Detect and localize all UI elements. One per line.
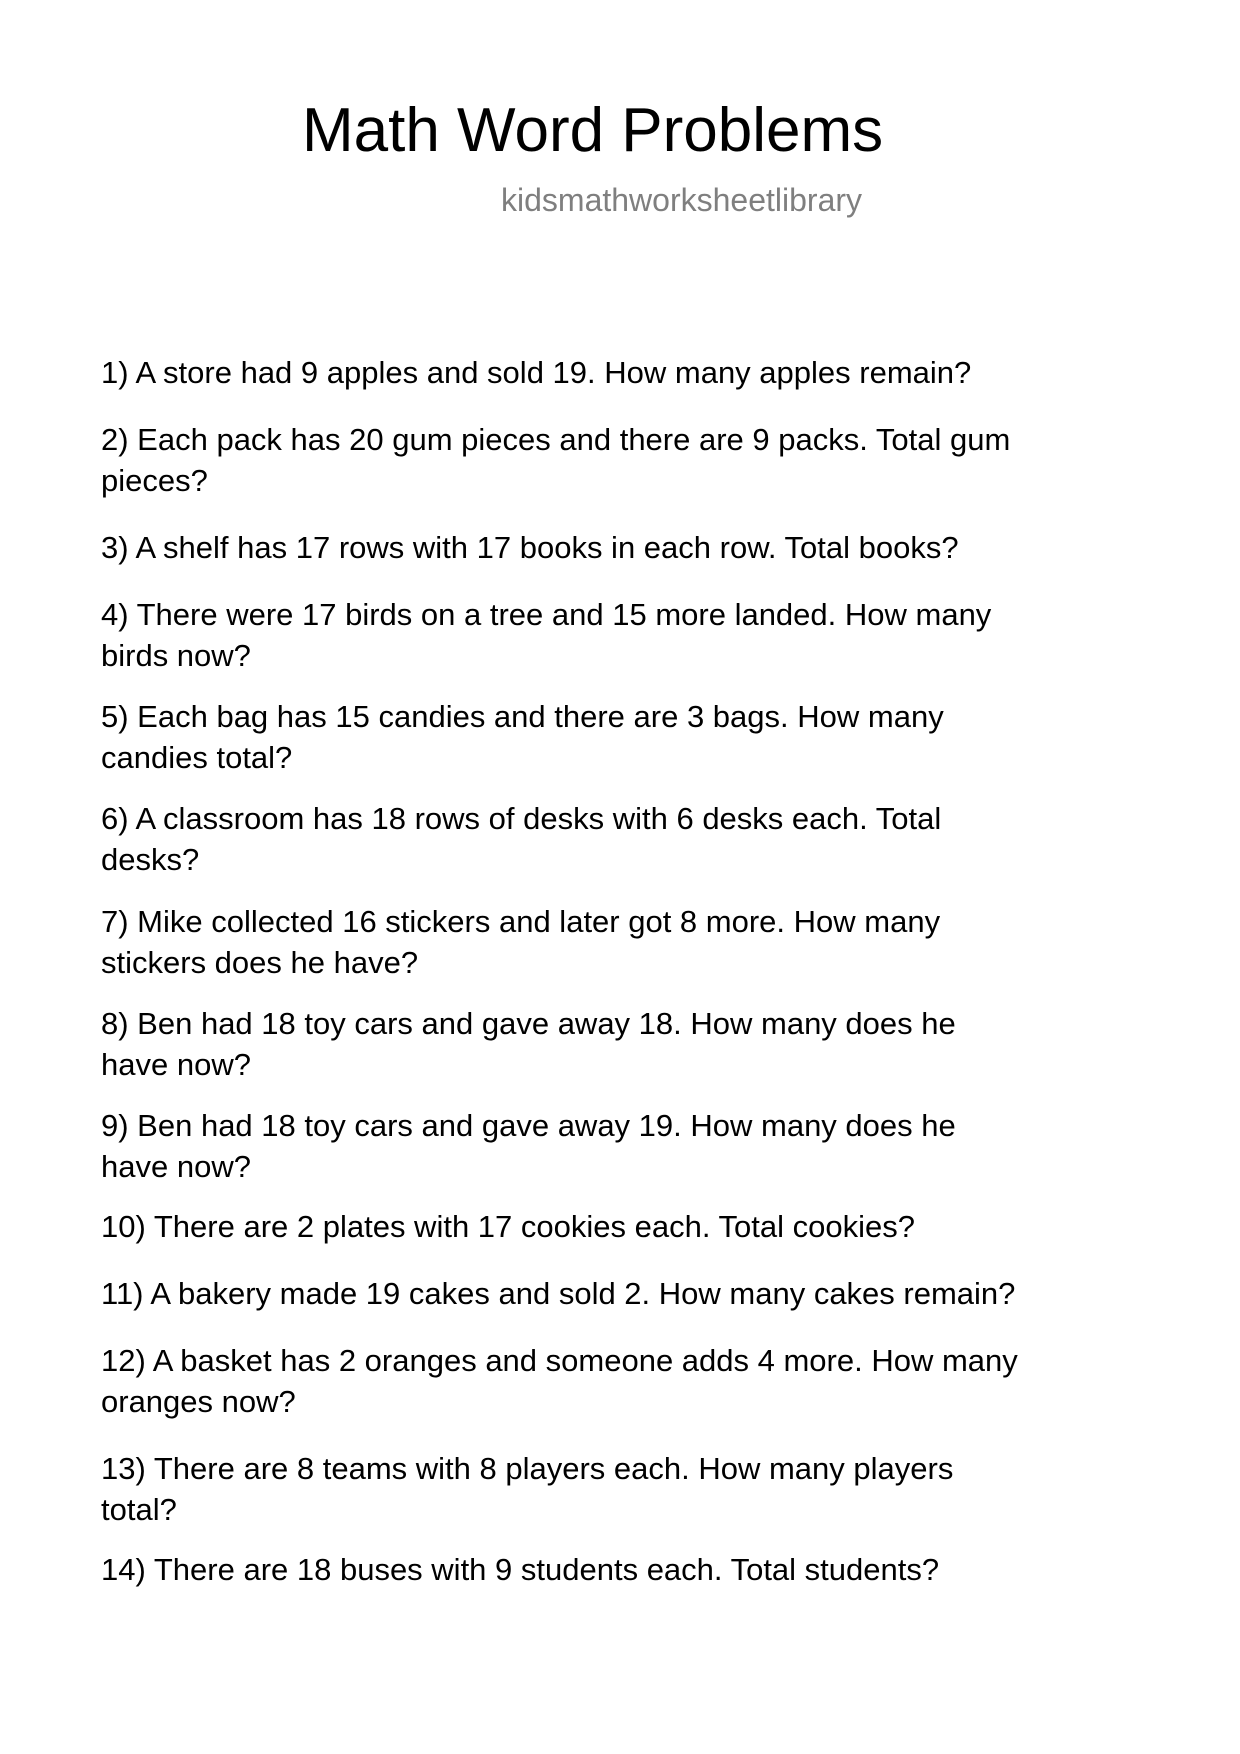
problem-item bbox=[101, 1105, 956, 1187]
problem-item bbox=[101, 1448, 953, 1530]
problem-line: birds now? bbox=[101, 638, 251, 673]
problem-line: 3) A shelf has 17 rows with 17 books in each row. Total books? bbox=[101, 530, 959, 565]
problem-item bbox=[101, 1273, 1015, 1314]
problem-item bbox=[101, 419, 1010, 501]
site-credit: kidsmathworksheetlibrary bbox=[501, 182, 863, 218]
problem-line: 12) A basket has 2 oranges and someone adds 4 more. How many bbox=[101, 1343, 1018, 1378]
problem-item bbox=[101, 594, 991, 676]
problem-line: 14) There are 18 buses with 9 students each. Total students? bbox=[101, 1552, 940, 1587]
problem-line: have now? bbox=[101, 1149, 251, 1184]
problem-line: desks? bbox=[101, 842, 200, 877]
problem-line: pieces? bbox=[101, 463, 208, 498]
problem-line: stickers does he have? bbox=[101, 945, 419, 980]
problem-item bbox=[101, 352, 971, 393]
problem-line: 1) A store had 9 apples and sold 19. How many apples remain? bbox=[101, 355, 972, 390]
problem-item bbox=[101, 1340, 1018, 1422]
problem-line: 5) Each bag has 15 candies and there are 3 bags. How many bbox=[101, 699, 944, 734]
problem-line: 7) Mike collected 16 stickers and later got 8 more. How many bbox=[101, 904, 941, 939]
problem-item bbox=[101, 798, 941, 880]
problem-line: oranges now? bbox=[101, 1384, 296, 1419]
problem-line: have now? bbox=[101, 1047, 251, 1082]
problem-line: 9) Ben had 18 toy cars and gave away 19. How many does he bbox=[101, 1108, 956, 1143]
problem-item bbox=[101, 1549, 939, 1590]
problem-item bbox=[101, 527, 959, 568]
problem-item bbox=[101, 901, 940, 983]
problem-line: 13) There are 8 teams with 8 players each. How many players bbox=[101, 1451, 954, 1486]
problem-line: 4) There were 17 birds on a tree and 15 more landed. How many bbox=[101, 597, 992, 632]
problem-line: candies total? bbox=[101, 740, 293, 775]
problem-line: 10) There are 2 plates with 17 cookies each. Total cookies? bbox=[101, 1209, 915, 1244]
problem-line: 11) A bakery made 19 cakes and sold 2. How many cakes remain? bbox=[101, 1276, 1016, 1311]
problem-line: 8) Ben had 18 toy cars and gave away 18. How many does he bbox=[101, 1006, 956, 1041]
problem-item bbox=[101, 696, 944, 778]
problem-line: 2) Each pack has 20 gum pieces and there are 9 packs. Total gum bbox=[101, 422, 1011, 457]
problem-item bbox=[101, 1003, 956, 1085]
page-title: Math Word Problems bbox=[302, 96, 884, 165]
problem-item bbox=[101, 1206, 915, 1247]
problem-line: 6) A classroom has 18 rows of desks with 6 desks each. Total bbox=[101, 801, 942, 836]
problem-line: total? bbox=[101, 1492, 177, 1527]
